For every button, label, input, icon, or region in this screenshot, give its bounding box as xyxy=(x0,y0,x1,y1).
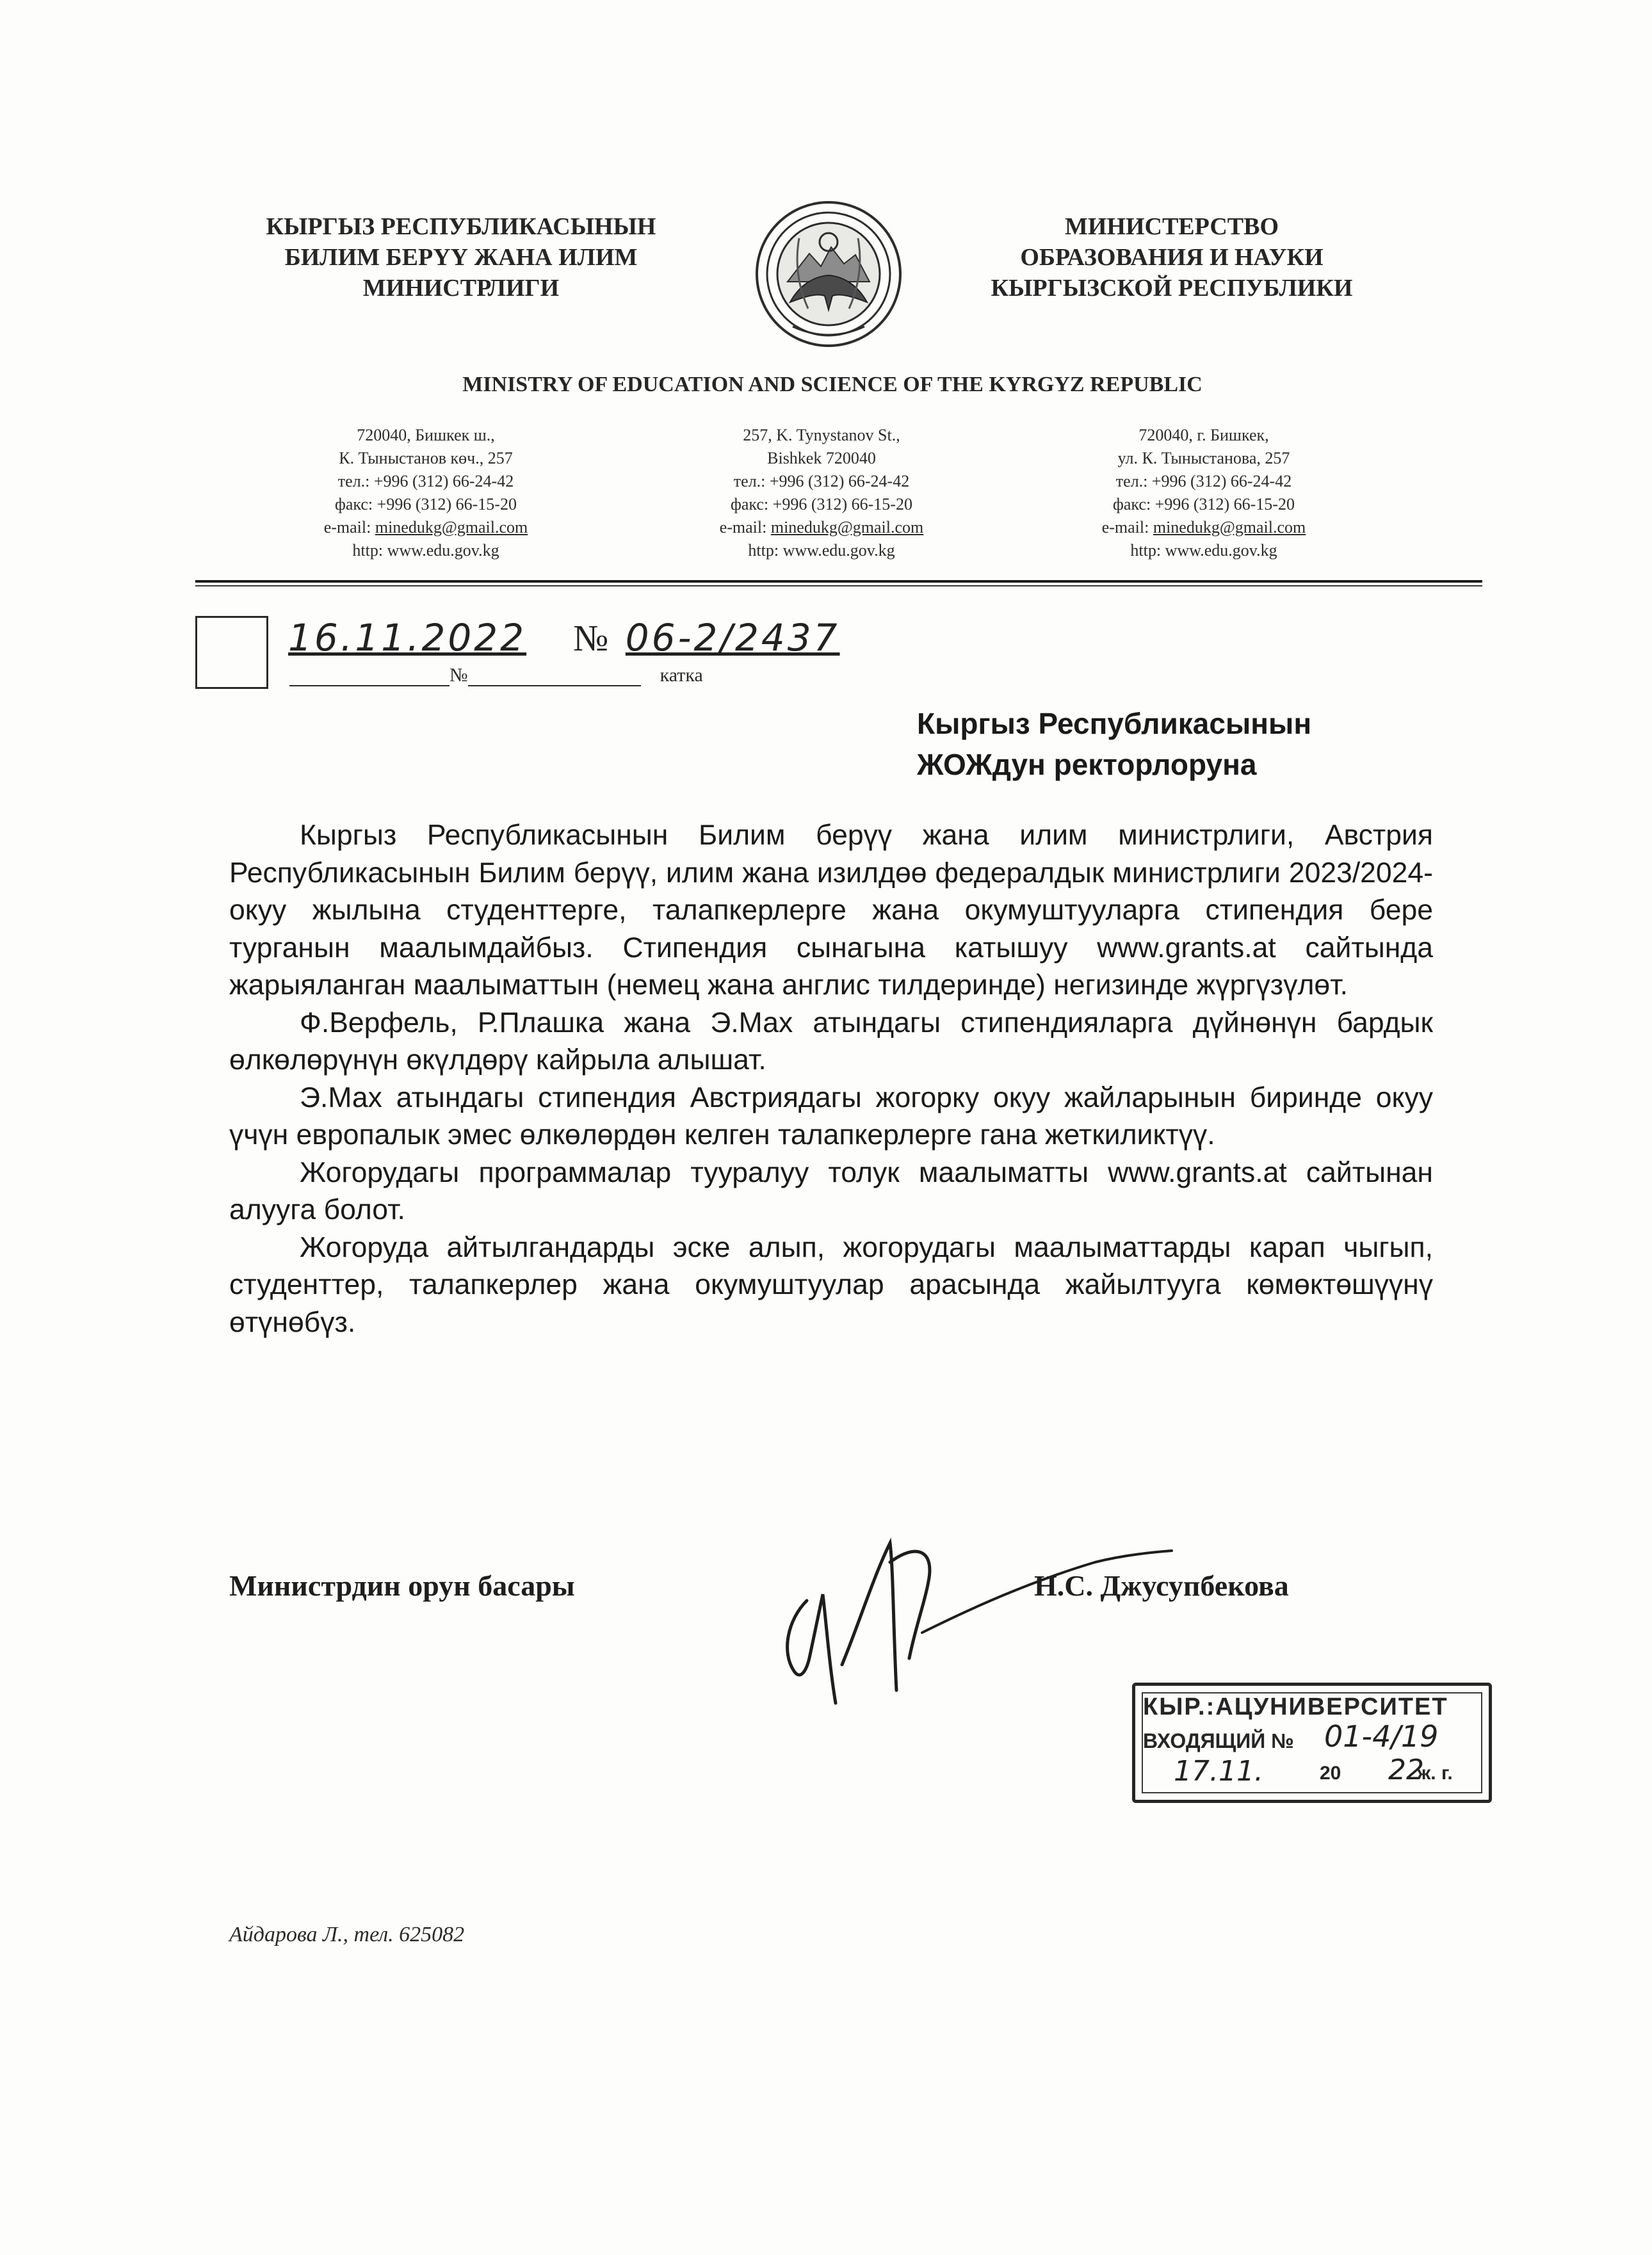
signatory-name: Н.С. Джусупбекова xyxy=(1034,1569,1289,1602)
stamp-year: 22 xyxy=(1388,1754,1424,1786)
address-line: факс: +996 (312) 66-15-20 xyxy=(1113,495,1295,513)
letterhead-divider-thin xyxy=(195,585,1482,586)
letterhead-kyrgyz-line: КЫРГЫЗ РЕСПУБЛИКАСЫНЫН xyxy=(266,213,656,240)
address-website[interactable]: http: www.edu.gov.kg xyxy=(1130,541,1277,560)
body-paragraph: Ф.Верфель, Р.Плашка жана Э.Мах атындагы стипендияларга дүйнөнүн бардык өлкөлөрүнүн өкүлдөрү кайрыла алышат. xyxy=(229,1006,1433,1076)
addressee-line: Кыргыз Республикасынын xyxy=(917,707,1312,740)
body-paragraph: Жогоруда айтылгандарды эске алып, жогорудагы маалыматтарды карап чыгып, студенттер, талапкерлер жана окумуштуулар арасында жайылтууга көмөктөшүүнү өтүнөбүз. xyxy=(229,1231,1433,1338)
letterhead-russian xyxy=(928,211,1415,303)
letterhead-russian-line: КЫРГЫЗСКОЙ РЕСПУБЛИКИ xyxy=(991,275,1353,302)
email-link[interactable]: minedukg@gmail.com xyxy=(375,518,528,537)
body-paragraph: Э.Мах атындагы стипендия Австриядагы жогорку окуу жайларынын биринде окуу үчүн европалык эмес өлкөлөрдөн келген талапкерлерге гана жеткиликтүү. xyxy=(229,1081,1433,1151)
stamp-incoming-label: ВХОДЯЩИЙ № xyxy=(1143,1729,1294,1752)
letterhead-kyrgyz-line: МИНИСТРЛИГИ xyxy=(362,275,560,302)
address-russian xyxy=(1037,424,1370,562)
address-email-row xyxy=(259,516,592,539)
address-line: К. Тыныстанов көч., 257 xyxy=(339,449,513,467)
letterhead-divider xyxy=(195,580,1482,583)
stamp-year-suffix: ж. г. xyxy=(1417,1763,1453,1784)
address-website[interactable]: http: www.edu.gov.kg xyxy=(352,541,499,560)
address-english xyxy=(655,424,988,562)
email-label: e-mail: xyxy=(323,518,375,537)
email-label: e-mail: xyxy=(719,518,771,537)
number-sign: № xyxy=(573,617,611,659)
address-line: тел.: +996 (312) 66-24-42 xyxy=(337,472,514,490)
address-line: тел.: +996 (312) 66-24-42 xyxy=(733,472,910,490)
email-link[interactable]: minedukg@gmail.com xyxy=(1153,518,1306,537)
address-line: тел.: +996 (312) 66-24-42 xyxy=(1115,472,1292,490)
letterhead-english: MINISTRY OF EDUCATION AND SCIENCE OF THE KYRGYZ REPUBLIC xyxy=(462,373,1203,396)
outgoing-number xyxy=(573,616,840,659)
address-website[interactable]: http: www.edu.gov.kg xyxy=(748,541,895,560)
reference-suffix: катка xyxy=(660,665,703,686)
stamp-date: 17.11. xyxy=(1174,1755,1263,1788)
address-line: Bishkek 720040 xyxy=(767,449,876,467)
address-kyrgyz xyxy=(259,424,592,562)
address-line: 720040, г. Бишкек, xyxy=(1138,426,1269,444)
address-line: 257, K. Tynystanov St., xyxy=(743,426,900,444)
outgoing-number-value: 06-2/2437 xyxy=(625,616,840,659)
email-link[interactable]: minedukg@gmail.com xyxy=(770,518,924,537)
letterhead-russian-line: МИНИСТЕРСТВО xyxy=(1064,213,1279,240)
body-paragraph: Кыргыз Республикасынын Билим берүү жана илим министрлиги, Австрия Республикасынын Билим берүү, илим жана изилдөө федералдык министрлиги 2023/2024-окуу жылына студенттерге, талапкерлерге жана окумуштууларга стипендия бере турганын маалымдайбыз. Стипендия сынагына катышуу www.grants.at сайтында жарыяланган маалыматтын (немец жана англис тилдеринде) негизинде жүргүзүлөт. xyxy=(229,820,1433,1001)
address-line: ул. К. Тыныстанова, 257 xyxy=(1117,449,1290,467)
stamp-year-prefix: 20 xyxy=(1320,1763,1341,1784)
addressee-line: ЖОЖдун ректорлоруна xyxy=(917,748,1257,781)
reference-line xyxy=(289,665,703,686)
executor-contact: Айдарова Л., тел. 625082 xyxy=(229,1923,465,1946)
letterhead-russian-line: ОБРАЗОВАНИЯ И НАУКИ xyxy=(1020,244,1324,271)
registration-box xyxy=(195,616,268,689)
reference-number-sign: № xyxy=(449,665,468,686)
reference-blank xyxy=(289,666,449,686)
address-line: 720040, Бишкек ш., xyxy=(357,426,495,444)
signatory-title: Министрдин орун басары xyxy=(229,1569,575,1602)
stamp-title: КЫР.:АЦУНИВЕРСИТЕТ xyxy=(1143,1693,1448,1720)
letterhead-kyrgyz xyxy=(218,211,704,303)
address-email-row xyxy=(655,516,988,539)
body-paragraph: Жогорудагы программалар тууралуу толук маалыматты www.grants.at сайтынан алууга болот. xyxy=(229,1156,1433,1225)
stamp-number: 01-4/19 xyxy=(1324,1719,1439,1754)
address-line: факс: +996 (312) 66-15-20 xyxy=(335,495,517,513)
addressee xyxy=(917,703,1493,785)
outgoing-date: 16.11.2022 xyxy=(288,616,527,659)
email-label: e-mail: xyxy=(1101,518,1153,537)
address-line: факс: +996 (312) 66-15-20 xyxy=(731,495,912,513)
reference-blank xyxy=(468,666,641,686)
incoming-stamp xyxy=(1132,1683,1492,1803)
address-email-row xyxy=(1037,516,1370,539)
state-emblem-icon xyxy=(754,200,903,348)
letterhead-kyrgyz-line: БИЛИМ БЕРҮҮ ЖАНА ИЛИМ xyxy=(284,244,638,271)
letter-body xyxy=(229,817,1433,1341)
